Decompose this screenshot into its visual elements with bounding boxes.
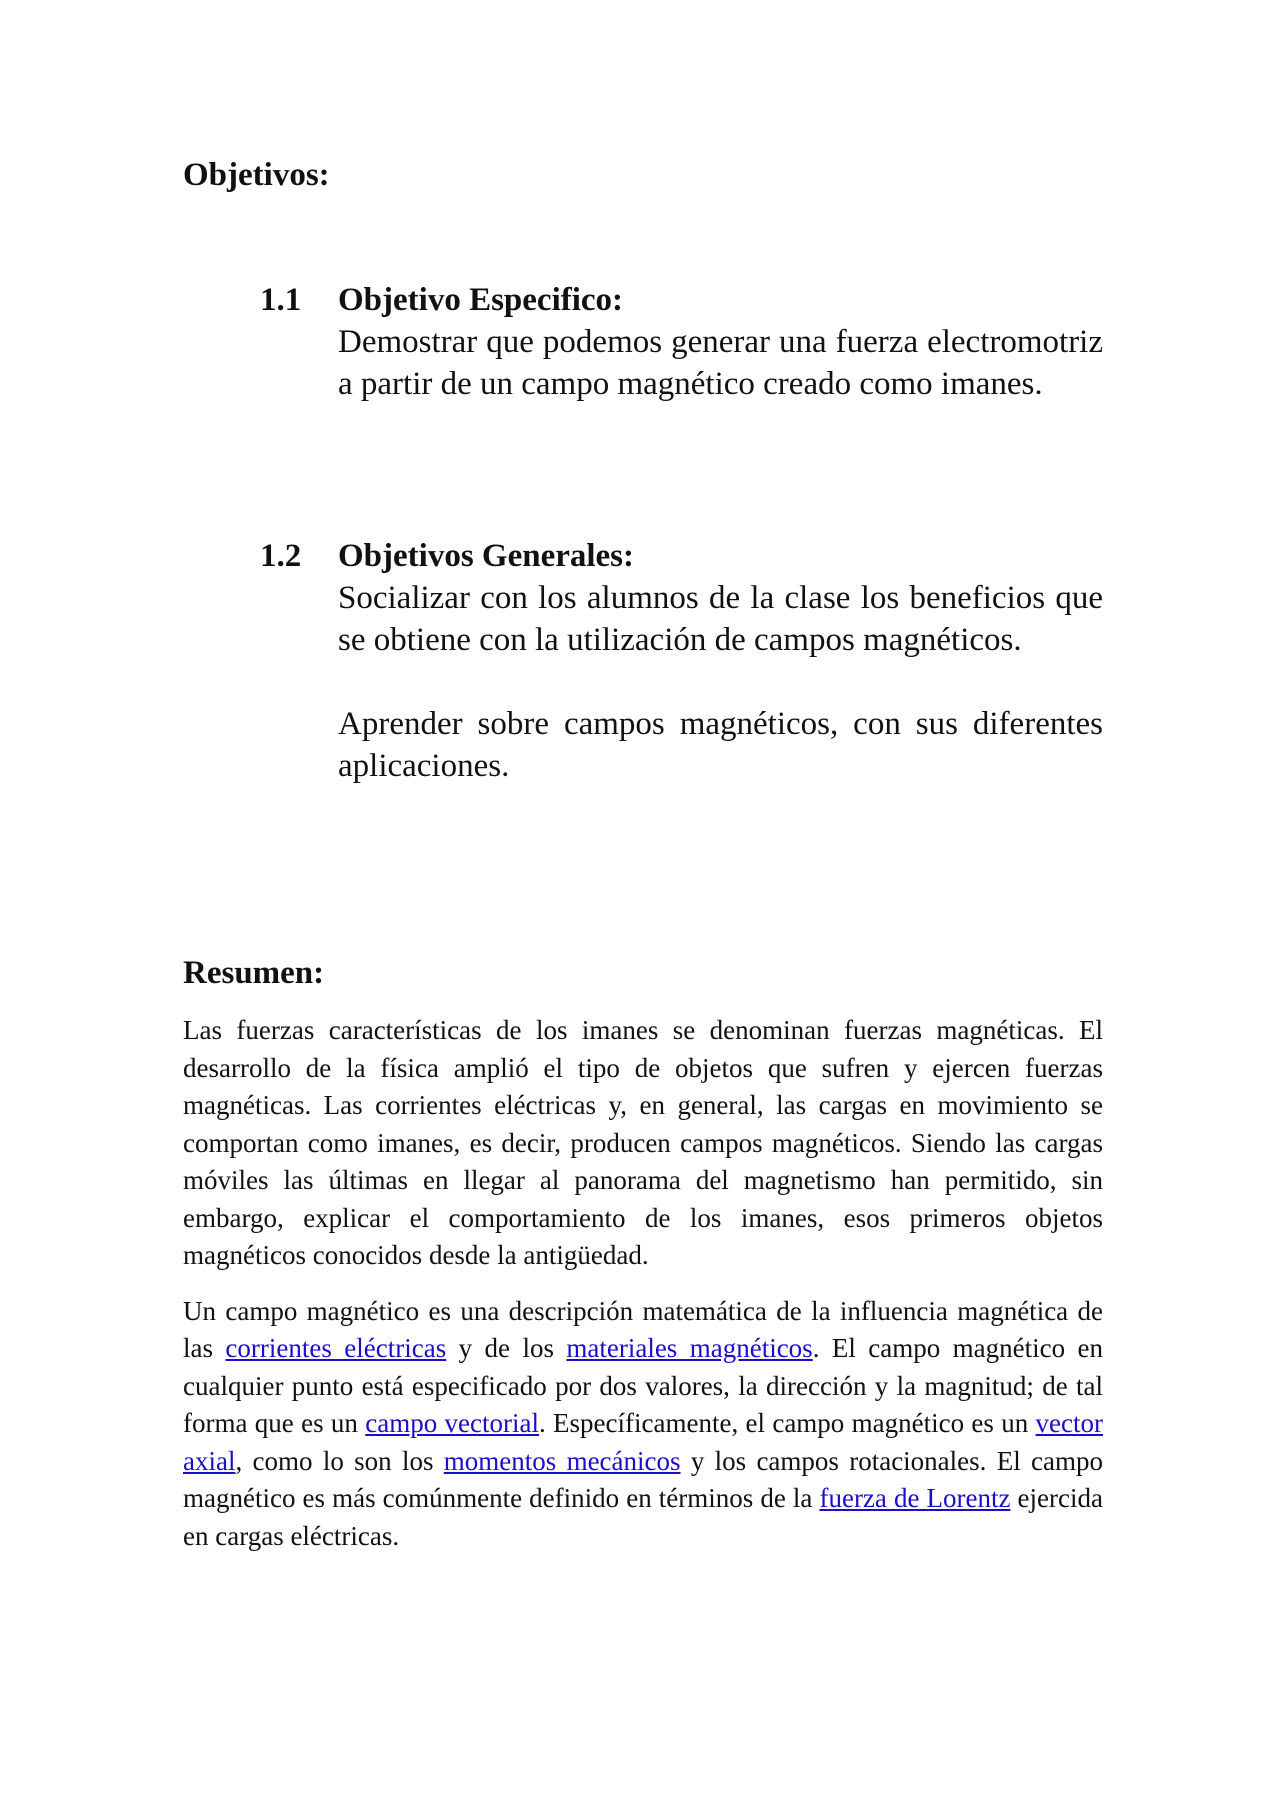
link-fuerza-de-lorentz[interactable]: fuerza de Lorentz [819,1483,1011,1513]
link-campo-vectorial[interactable]: campo vectorial [365,1408,539,1438]
section-paragraph: Aprender sobre campos magnéticos, con sus diferentes aplicaciones. [338,706,1103,784]
summary-body [183,1012,1103,1573]
section-body [338,535,1103,787]
summary-text: y de los [446,1333,567,1363]
section-title: Objetivos Generales: [338,538,635,574]
link-corrientes-electricas[interactable]: corrientes eléctricas [225,1333,447,1363]
section-paragraph: Socializar con los alumnos de la clase los beneficios que se obtiene con la utilización de campos magnéticos. [338,580,1103,658]
link-vector-axial[interactable]: vector axial [183,1408,1103,1476]
section-number: 1.2 [260,538,302,574]
summary-text: . El campo magnético en cualquier punto está especificado por dos valores, la dirección y la magnitud; de tal forma que es un [183,1333,1104,1438]
summary-paragraph-2 [183,1293,1103,1556]
summary-text: . Específicamente, el campo magnético es un [538,1408,1036,1438]
summary-text: y los campos rotacionales. El campo magnético es más comúnmente definido en términos de la [183,1445,1103,1513]
section-paragraph: Demostrar que podemos generar una fuerza electromotriz a partir de un campo magnético creado como imanes. [338,324,1103,402]
link-momentos-mecanicos[interactable]: momentos mecánicos [443,1445,681,1476]
summary-paragraph-1: Las fuerzas características de los imanes se denominan fuerzas magnéticas. El desarrollo de la física amplió el tipo de objetos que sufren y ejercen fuerzas magnéticas. Las corrientes eléctricas y, en general, las cargas en movimiento se comportan como imanes, es decir, producen campos magnéticos. Siendo las cargas móviles las últimas en llegar al panorama del magnetismo han permitido, sin embargo, explicar el comportamiento de los imanes, esos primeros objetos magnéticos conocidos desde la antigüedad. [183,1015,1103,1270]
objectives-heading: Objetivos: [183,157,330,193]
summary-text: Un campo magnético es una descripción matemática de la influencia magnética de las [183,1295,1103,1363]
section-body [338,279,1103,405]
section-title: Objetivo Especifico: [338,282,624,318]
link-materiales-magneticos[interactable]: materiales magnéticos [566,1333,813,1363]
summary-heading: Resumen: [183,955,325,991]
summary-text: , como lo son los [235,1445,444,1476]
summary-text: ejercida en cargas eléctricas. [183,1483,1103,1551]
section-number: 1.1 [260,282,302,318]
